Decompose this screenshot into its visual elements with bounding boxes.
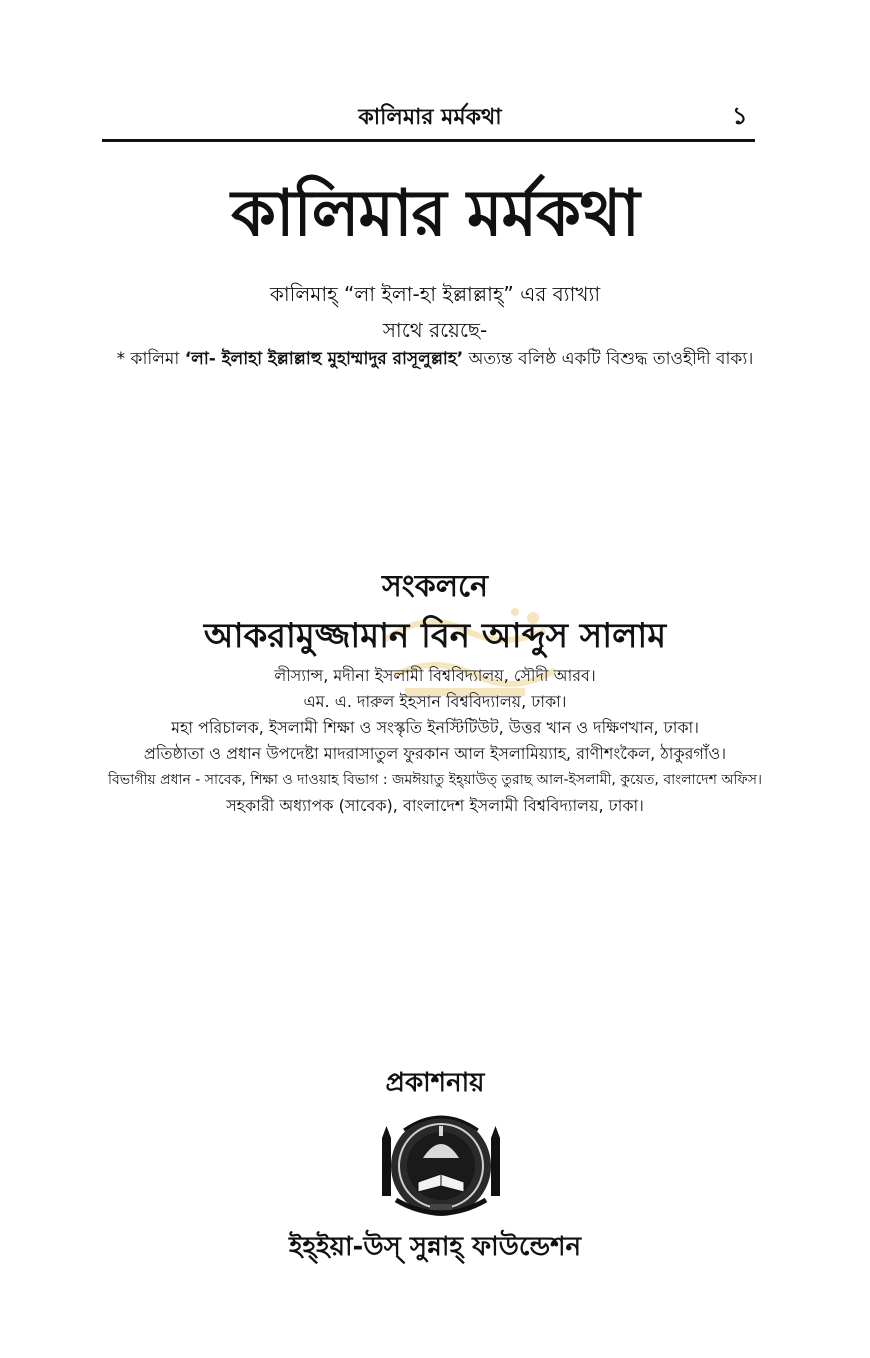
credential-line: প্রতিষ্ঠাতা ও প্রধান উপদেষ্টা মাদরাসাতুল ফুরকান আল ইসলামিয়্যাহ, রাণীশংকৈল, ঠাকুরগাঁও। bbox=[143, 744, 727, 763]
kalima-note-prefix: * কালিমা bbox=[116, 349, 185, 369]
compiled-by-label: সংকলনে bbox=[381, 569, 489, 604]
publisher-name: ইহ্ইয়া-উস্ সুন্নাহ্ ফাউন্ডেশন bbox=[288, 1232, 581, 1262]
book-title: কালিমার মর্মকথা bbox=[231, 177, 639, 251]
author-name: আকরামুজ্জামান বিন আব্দুস সালাম bbox=[203, 616, 667, 656]
kalima-note bbox=[60, 346, 810, 374]
running-header-title: কালিমার মর্মকথা bbox=[358, 105, 502, 130]
page-number: ১ bbox=[732, 102, 748, 130]
along-with-label: সাথে রয়েছে- bbox=[382, 318, 488, 342]
kalima-note-kalima: ‘লা- ইলাহা ইল্লাল্লাহু মুহাম্মাদুর রাসূলুল্লাহ’ bbox=[184, 349, 464, 369]
credential-line: এম. এ. দারুল ইহসান বিশ্ববিদ্যালয়, ঢাকা। bbox=[303, 692, 567, 711]
kalima-note-suffix: অত্যন্ত বলিষ্ঠ একটি বিশুদ্ধ তাওহীদী বাক্য। bbox=[463, 349, 754, 369]
credential-line: মহা পরিচালক, ইসলামী শিক্ষা ও সংস্কৃতি ইনস্টিটিউট, উত্তর খান ও দক্ষিণখান, ঢাকা। bbox=[171, 718, 699, 737]
publishing-label: প্রকাশনায় bbox=[385, 1068, 485, 1098]
credential-line: লীস্যান্স, মদীনা ইসলামী বিশ্ববিদ্যালয়, সৌদী আরব। bbox=[274, 666, 596, 685]
author-credentials bbox=[60, 663, 810, 819]
credential-line: বিভাগীয় প্রধান - সাবেক, শিক্ষা ও দাওয়াহ বিভাগ : জমঈয়াতু ইহ্‌য়াউত্ তুরাছ আল-ইসলামী, কুয়েত, বাংলাদেশ অফিস। bbox=[107, 772, 763, 788]
foundation-logo-icon bbox=[378, 1100, 504, 1226]
credential-line: সহকারী অধ্যাপক (সাবেক), বাংলাদেশ ইসলামী বিশ্ববিদ্যালয়, ঢাকা। bbox=[226, 796, 644, 815]
book-subtitle: কালিমাহ্ “লা ইলা-হা ইল্লাল্লাহ্” এর ব্যাখ্যা bbox=[269, 282, 601, 306]
header-divider bbox=[102, 139, 755, 142]
